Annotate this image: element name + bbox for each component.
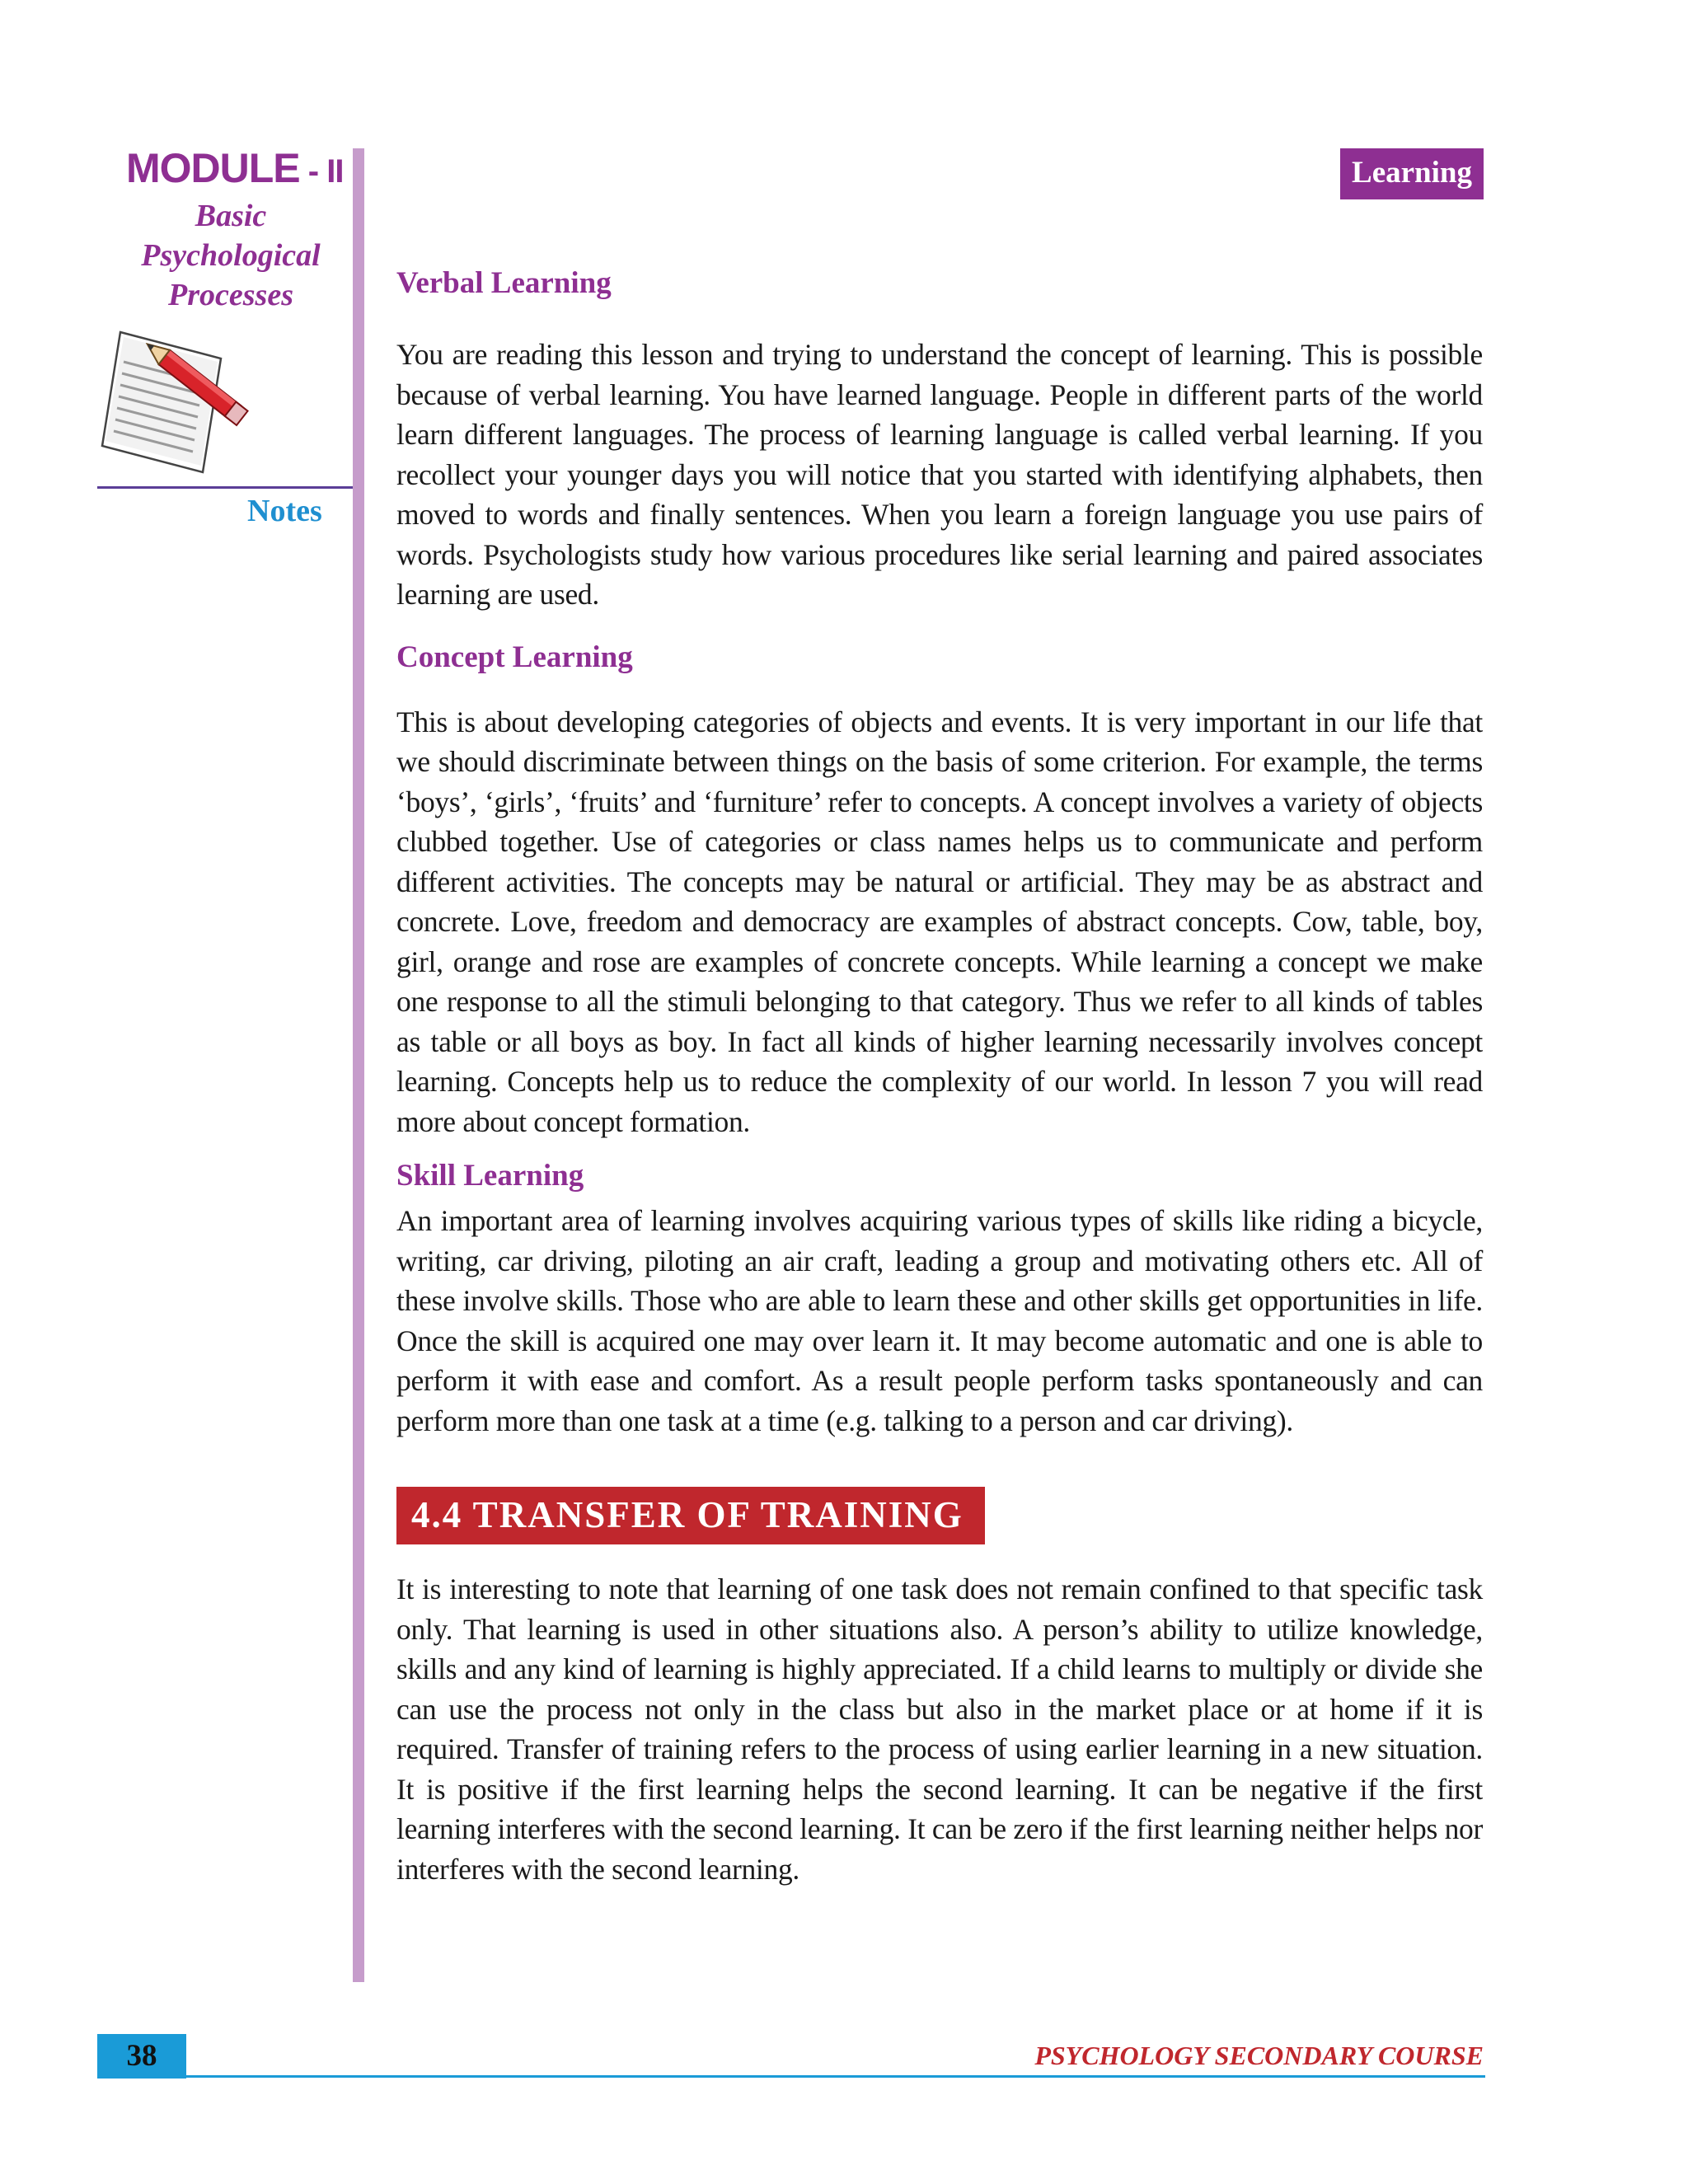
section-banner-transfer-of-training: 4.4 TRANSFER OF TRAINING [396,1487,985,1544]
module-subtitle-line1: Basic [195,199,267,233]
heading-verbal-learning: Verbal Learning [396,266,612,300]
module-label [126,144,343,192]
notepad-with-pencil-icon [97,326,262,482]
module-subtitle-line3: Processes [168,278,293,312]
heading-concept-learning: Concept Learning [396,640,633,674]
page-number: 38 [97,2034,186,2079]
notes-label: Notes [247,494,322,528]
margin-divider-bar [353,148,364,1982]
paragraph-verbal-learning: You are reading this lesson and trying to understand the concept of learning. This is possible because of verbal learning. You have learned language. People in different parts of the world learn different languages. The process of learning language is called verbal learning. If you recollect your younger days you will notice that you started with identifying alphabets, then moved to words and finally sentences. When you learn a foreign language you use pairs of words. Psychologists study how various procedures like serial learning and paired associates learning are used. [396,338,1483,611]
module-subtitle-line2: Psychological [141,238,321,273]
paragraph-skill-learning: An important area of learning involves acquiring various types of skills like riding a bicycle, writing, car driving, piloting an air craft, leading a group and motivating others etc. All of these involve skills. Those who are able to learn these and other skills get opportunities in life. Once the skill is acquired one may over learn it. It may become automatic and one is able to perform it with ease and comfort. As a result people perform tasks spontaneously and can perform more than one task at a time (e.g. talking to a person and car driving). [396,1204,1483,1437]
footer-divider [186,2075,1485,2078]
chapter-tag: Learning [1340,148,1484,199]
module-subtitle [91,196,371,315]
heading-skill-learning: Skill Learning [396,1159,584,1193]
notes-divider [97,486,353,489]
module-numeral: - II [299,153,344,190]
paragraph-concept-learning: This is about developing categories of objects and events. It is very important in our life that we should discriminate between things on the basis of some criterion. For example, the terms ‘boys’, ‘girls’, ‘fruits’ and ‘furniture’ refer to concepts. A concept involves a variety of objects clubbed together. Use of categories or class names helps us to communicate and perform different activities. The concepts may be natural or artificial. They may be as abstract and concrete. Love, freedom and democracy are examples of abstract concepts. Cow, table, boy, girl, orange and rose are examples of concrete concepts. While learning a concept we make one response to all the stimuli belonging to that category. Thus we refer to all kinds of tables as table or all boys as boy. In fact all kinds of higher learning necessarily involves concept learning. Concepts help us to reduce the complexity of our world. In lesson 7 you will read more about concept formation. [396,705,1483,1138]
main-content [396,264,1483,1889]
paragraph-transfer-of-training: It is interesting to note that learning of one task does not remain confined to that specific task only. That learning is used in other situations also. A person’s ability to utilize knowledge, skills and any kind of learning is highly appreciated. If a child learns to multiply or divide she can use the process not only in the class but also in the market place or at home if it is required. Transfer of training refers to the process of using earlier learning in a new situation. It is positive if the first learning helps the second learning. It can be negative if the first learning interferes with the second learning. It can be zero if the first learning neither helps nor interferes with the second learning. [396,1572,1483,1886]
footer-course-title: PSYCHOLOGY SECONDARY COURSE [1034,2041,1484,2070]
module-word: MODULE [126,145,300,191]
